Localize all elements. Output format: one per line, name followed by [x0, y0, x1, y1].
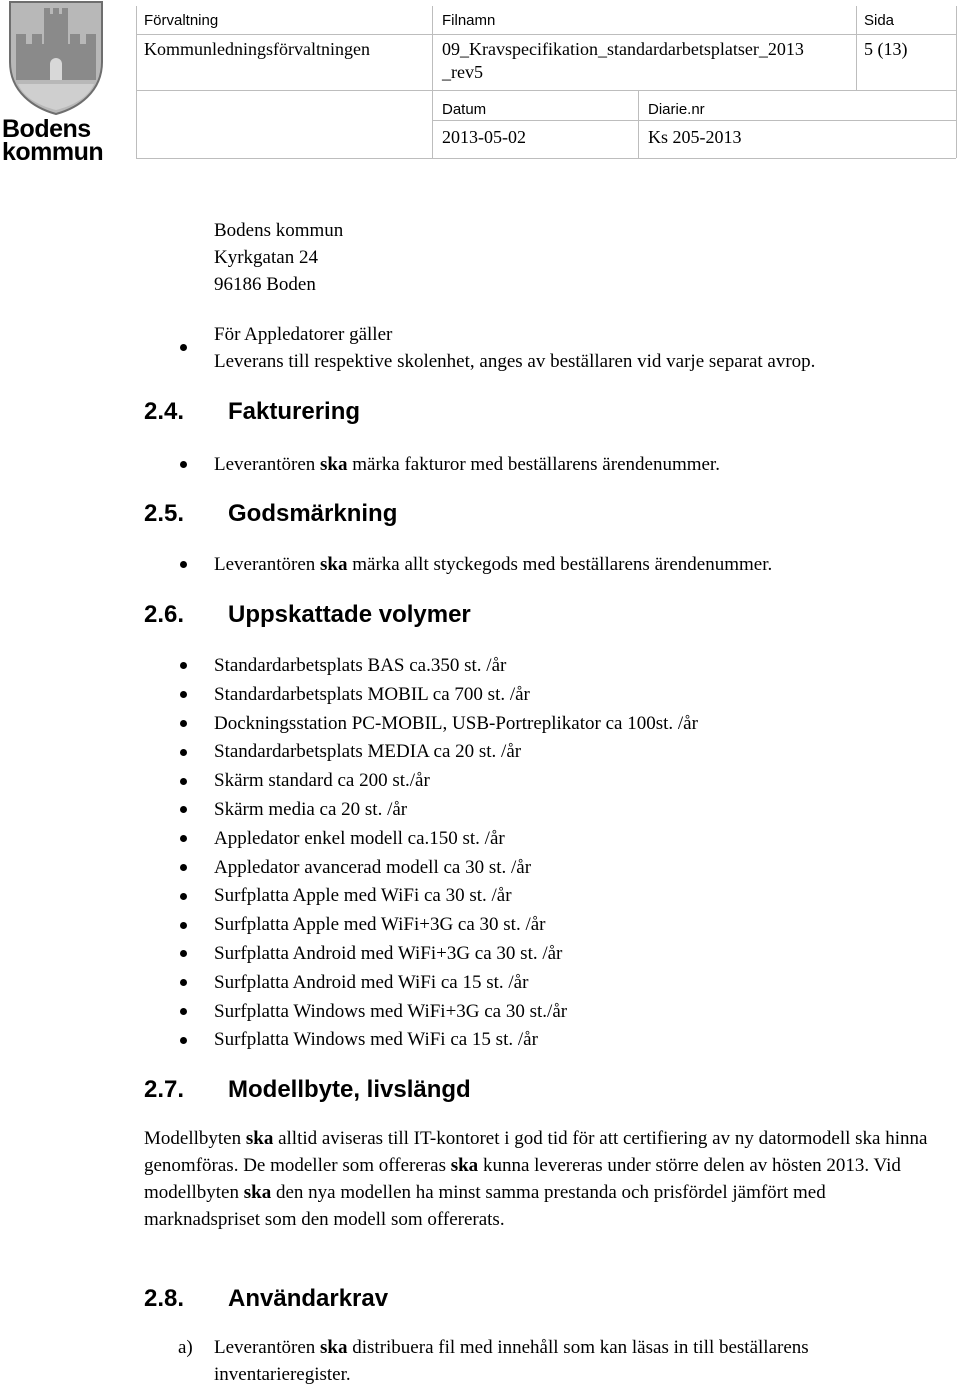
logo-line-2: kommun	[2, 138, 104, 166]
header-divider	[432, 6, 433, 158]
list-item-text: Leverans till respektive skolenhet, anges av beställaren vid varje separat avrop.	[214, 351, 816, 372]
list-item-text: För Appledatorer gäller	[214, 324, 393, 345]
emphasis: ska	[320, 454, 348, 475]
paragraph-text: den nya modellen ha minst samma prestanda och prisfördel jämfört med marknadspriset som den modell som offererats.	[144, 1182, 826, 1230]
coat-of-arms-icon	[8, 0, 104, 116]
heading-modellbyte	[144, 1076, 471, 1104]
list-item-text: märka allt styckegods med beställarens ärendenummer.	[347, 554, 773, 575]
item-label: a)	[178, 1337, 193, 1358]
emphasis: ska	[243, 1182, 272, 1203]
heading-uppskattade-volymer	[144, 601, 471, 629]
forvaltning-label: Förvaltning	[144, 12, 219, 29]
volume-item: Standardarbetsplats MEDIA ca 20 st. /år	[0, 738, 698, 767]
datum-label: Datum	[442, 101, 487, 118]
emphasis: ska	[320, 554, 348, 575]
volume-item: Surfplatta Android med WiFi ca 15 st. /år	[0, 969, 698, 998]
forvaltning-value: Kommunledningsförvaltningen	[144, 39, 370, 59]
header-rule	[432, 120, 956, 121]
volume-list	[0, 652, 698, 1055]
address-block	[214, 217, 343, 298]
volume-item: Surfplatta Android med WiFi+3G ca 30 st. /år	[0, 940, 698, 969]
heading-title: Användarkrav	[228, 1285, 389, 1312]
filnamn-label: Filnamn	[442, 12, 496, 29]
emphasis: ska	[450, 1155, 479, 1176]
volume-item: Surfplatta Apple med WiFi+3G ca 30 st. /år	[0, 911, 698, 940]
item-text-part: Leverantören	[214, 1337, 321, 1358]
heading-title: Godsmärkning	[228, 500, 398, 527]
heading-godsmarkning	[144, 500, 397, 528]
heading-fakturering	[144, 398, 360, 426]
volume-item: Standardarbetsplats BAS ca.350 st. /år	[0, 652, 698, 681]
fakturering-list	[0, 451, 720, 478]
volume-item: Skärm standard ca 200 st./år	[0, 767, 698, 796]
volume-item: Surfplatta Apple med WiFi ca 30 st. /år	[0, 882, 698, 911]
volume-item: Surfplatta Windows med WiFi+3G ca 30 st./år	[0, 998, 698, 1027]
header-divider	[136, 6, 137, 158]
emphasis: ska	[245, 1128, 274, 1149]
diarie-value: Ks 205-2013	[648, 127, 742, 147]
header-rule	[136, 34, 956, 35]
heading-number: 2.8.	[144, 1285, 185, 1312]
logo-line-1: Bodens	[2, 115, 91, 143]
volume-item: Surfplatta Windows med WiFi ca 15 st. /år	[0, 1026, 698, 1055]
volume-item: Dockningsstation PC-MOBIL, USB-Portreplikator ca 100st. /år	[0, 710, 698, 739]
volume-item: Skärm media ca 20 st. /år	[0, 796, 698, 825]
list-item-text: Leverantören	[214, 554, 321, 575]
bodens-kommun-logo	[0, 0, 118, 175]
header-divider	[638, 90, 639, 158]
address-line: Bodens kommun	[214, 220, 344, 241]
godsmarkning-list	[0, 551, 772, 578]
diarie-label: Diarie.nr	[648, 101, 705, 118]
heading-number: 2.5.	[144, 500, 185, 527]
sida-value: 5 (13)	[864, 39, 908, 59]
heading-title: Uppskattade volymer	[228, 601, 471, 628]
item-text-part: distribuera fil med innehåll som kan läsas in till beställarens inventarieregister.	[214, 1337, 809, 1385]
heading-title: Modellbyte, livslängd	[228, 1076, 471, 1103]
modellbyte-paragraph	[144, 1125, 934, 1233]
list-item	[0, 321, 815, 375]
header-rule	[136, 158, 956, 159]
address-line: Kyrkgatan 24	[214, 247, 318, 268]
paragraph-text: kunna levereras under större delen av hösten 2013. Vid modellbyten	[144, 1155, 901, 1203]
heading-number: 2.7.	[144, 1076, 185, 1103]
heading-number: 2.4.	[144, 398, 185, 425]
heading-number: 2.6.	[144, 601, 185, 628]
emphasis: ska	[320, 1337, 348, 1358]
volume-item: Standardarbetsplats MOBIL ca 700 st. /år	[0, 681, 698, 710]
volume-item: Appledator enkel modell ca.150 st. /år	[0, 825, 698, 854]
sida-label: Sida	[864, 12, 895, 29]
volume-item: Appledator avancerad modell ca 30 st. /år	[0, 854, 698, 883]
list-item	[0, 451, 720, 478]
logo-text	[2, 115, 104, 166]
filnamn-value-line2: _rev5	[442, 62, 483, 82]
intro-bullet-list	[0, 321, 815, 375]
address-line: 96186 Boden	[214, 274, 316, 295]
heading-anvandarkrav	[144, 1285, 388, 1313]
header-rule	[136, 90, 956, 91]
list-item-text: märka fakturor med beställarens ärendenummer.	[347, 454, 720, 475]
heading-title: Fakturering	[228, 398, 361, 425]
list-item	[0, 551, 772, 578]
header-divider	[856, 6, 857, 90]
paragraph-text: Modellbyten	[144, 1128, 246, 1149]
item-text	[214, 1334, 944, 1388]
header-divider	[956, 6, 957, 158]
datum-value: 2013-05-02	[442, 127, 526, 147]
paragraph-text: alltid aviseras till IT-kontoret i god tid för att certifiering av ny datormodell ska hinna genomföras. De modeller som offereras	[144, 1128, 928, 1176]
list-item-text: Leverantören	[214, 454, 321, 475]
filnamn-value-line1: 09_Kravspecifikation_standardarbetsplatser_2013	[442, 39, 804, 59]
